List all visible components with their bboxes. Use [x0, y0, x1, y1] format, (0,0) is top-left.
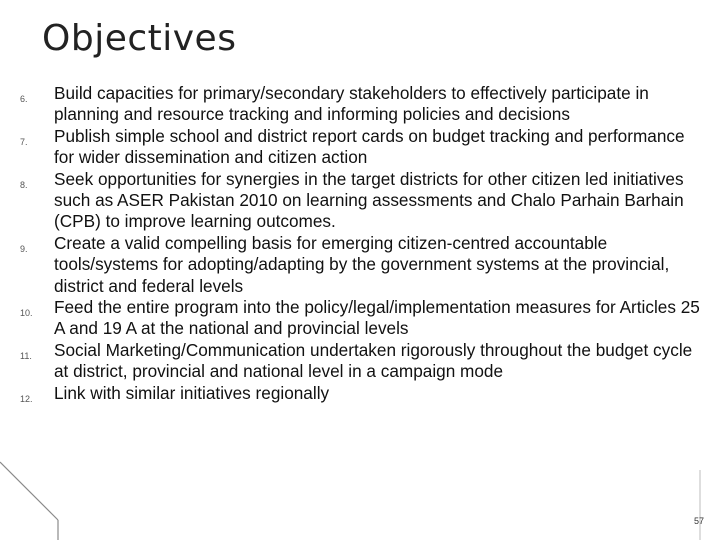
item-number: 11. [20, 350, 32, 361]
item-text: Publish simple school and district report cards on budget tracking and performance for wider dissemination and citizen action [54, 125, 685, 168]
item-number: 10. [20, 308, 33, 319]
item-number: 6. [20, 94, 28, 104]
item-text: Link with similar initiatives regionally [54, 382, 330, 403]
objective-item [20, 383, 700, 410]
item-number: 7. [20, 136, 28, 147]
objective-item [20, 233, 700, 297]
objective-item [20, 83, 700, 126]
item-number: 12. [20, 393, 33, 404]
item-text: Build capacities for primary/secondary stakeholders to effectively participate in planning and resource tracking and informing policies and decisions [54, 83, 649, 125]
item-text: Feed the entire program into the policy/legal/implementation measures for Articles 25 A and 19 A at the national and provincial levels [54, 297, 700, 339]
item-text: Create a valid compelling basis for emerging citizen-centred accountable tools/systems for adopting/adapting by the government systems at the provincial, district and federal levels [54, 232, 670, 296]
item-text: Social Marketing/Communication undertaken rigorously throughout the budget cycle at district, provincial and national level in a campaign mode [54, 339, 693, 382]
page-number: 57 [693, 516, 704, 526]
item-text: Seek opportunities for synergies in the target districts for other citizen led initiatives such as ASER Pakistan 2010 on learning assessments and Chalo Parhain Barhain (CPB) to improve learning outcomes. [54, 168, 684, 232]
objective-list [20, 83, 700, 410]
item-number: 8. [20, 179, 28, 190]
objective-item [20, 126, 700, 169]
item-number: 9. [20, 243, 28, 254]
objective-item [20, 169, 700, 233]
objective-item [20, 297, 700, 340]
slide-title: Objectives [42, 18, 237, 59]
objective-item [20, 340, 700, 383]
